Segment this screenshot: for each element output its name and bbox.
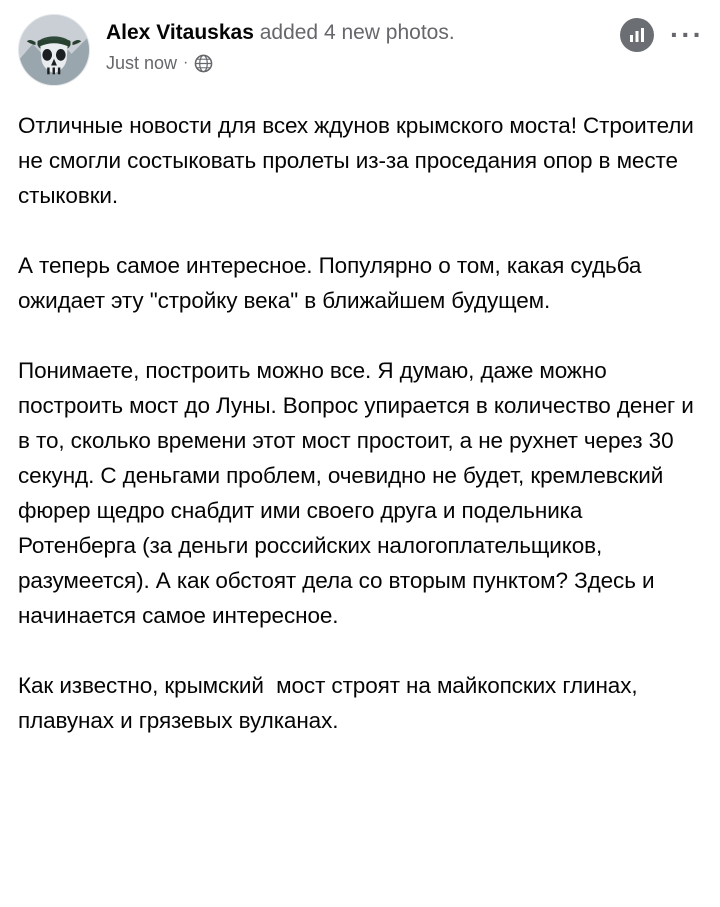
post-paragraph: Понимаете, построить можно все. Я думаю, даже можно построить мост до Луны. Вопрос упирается в количество денег и в то, сколько времени этот мост простоит, а не рухнет через 30 секунд. С деньгами проблем, очевидно не будет, кремлевский фюрер щедро снабдит ими своего друга и подельника Ротенберга (за деньги российских налогоплательщиков, разумеется). А как обстоят дела со вторым пунктом? Здесь и начинается самое интересное. — [18, 358, 700, 628]
post-paragraph: А теперь самое интересное. Популярно о том, какая судьба ожидает эту "стройку века" в ближайшем будущем. — [18, 253, 648, 313]
more-options-icon[interactable]: ··· — [670, 19, 704, 50]
post-paragraph: Как известно, крымский мост строят на майкопских глинах, плавунах и грязевых вулканах. — [18, 673, 644, 733]
post-author-line — [106, 18, 506, 48]
post-paragraph: Отличные новости для всех ждунов крымского моста! Строители не смогли состыковать пролеты из-за проседания опор в месте стыковки. — [18, 113, 700, 208]
meta-separator: · — [183, 54, 189, 71]
author-name[interactable]: Alex Vitauskas — [106, 21, 254, 44]
post-header-text — [106, 14, 702, 74]
chart-bars-icon[interactable] — [620, 18, 654, 52]
post-header — [0, 0, 720, 86]
avatar[interactable] — [18, 14, 90, 86]
post-timestamp[interactable]: Just now — [106, 53, 178, 73]
globe-icon[interactable] — [194, 54, 213, 73]
post-header-actions — [620, 18, 704, 52]
post-meta — [106, 52, 702, 74]
skull-avatar-icon — [19, 15, 89, 85]
post-action-text: added 4 new photos. — [253, 21, 455, 44]
post-body — [0, 86, 720, 738]
